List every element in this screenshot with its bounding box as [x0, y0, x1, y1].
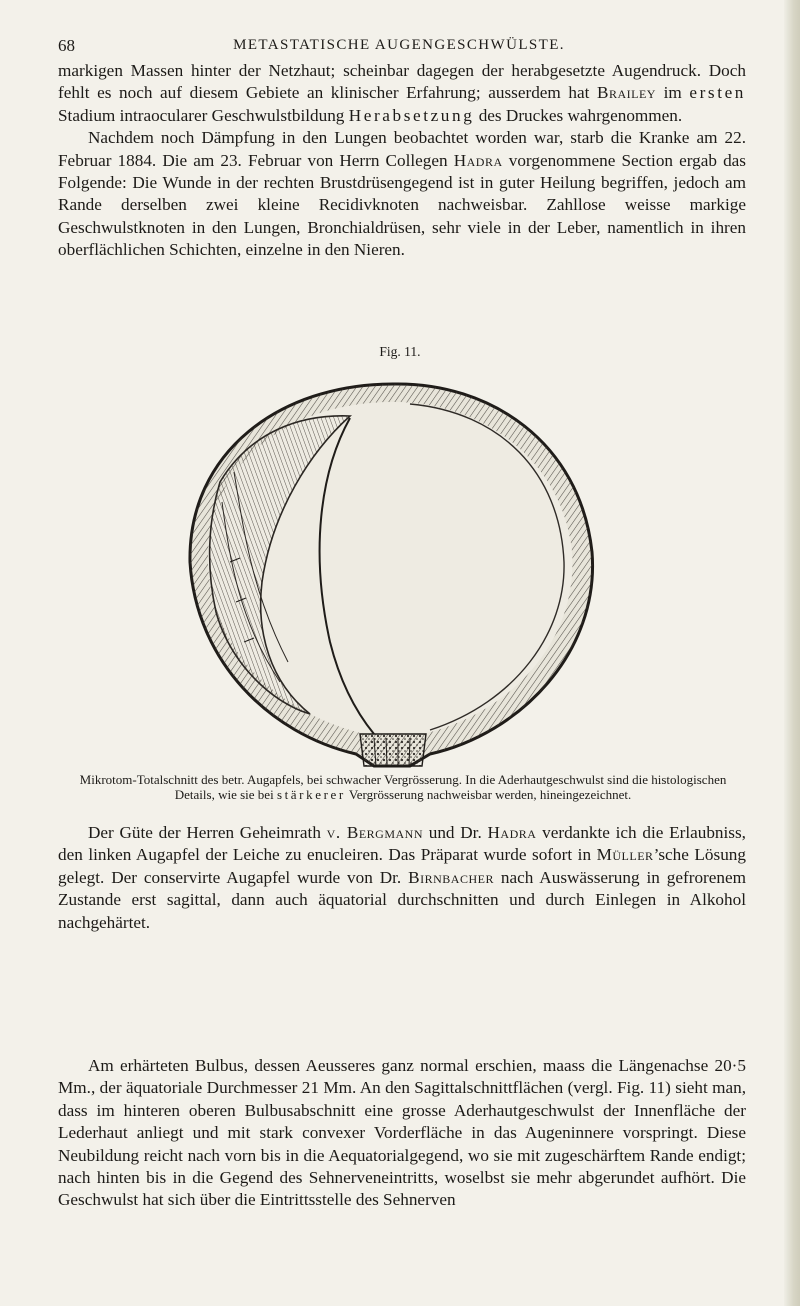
running-title: METASTATISCHE AUGENGESCHWÜLSTE. [233, 37, 565, 53]
caption-emphasis: stärkerer [276, 787, 346, 802]
eyeball-section-illustration [160, 362, 626, 772]
author-hadra-2: Hadra [487, 823, 537, 842]
page-header [58, 36, 740, 60]
figure-label: Fig. 11. [379, 344, 421, 359]
paragraph-1: markigen Massen hinter der Netzhaut; scheinbar dagegen der herabgesetzte Augendruck. Doch fehlt es noch auf diesem Gebiete an klinischer Erfahrung; ausserdem hat Brailey im ersten Stadium intraocularer Geschwulstbildung Herabsetzung des Druckes wahrgenommen. Nachdem noch Dämpfung in den Lungen beobachtet worden war, starb die Kranke am 22. Februar 1884. Die am 23. Februar von Herrn Collegen Hadra vorgenommene Section ergab das Folgende: Die Wunde in der rechten Brustdrüsengegend ist in guter Heilung begriffen, jedoch am Rande derselben zwei kleine Recidivknoten nachweisbar. Zahllose weisse markige Geschwulstknoten in den Lungen, Bronchialdrüsen, sehr viele in der Leber, namentlich in ihren oberflächlichen Schichten, einzelne in den Nieren. [58, 61, 746, 260]
paragraph-3: Am erhärteten Bulbus, dessen Aeusseres ganz normal erschien, maass die Längenachse 20·5 Mm., der äquatoriale Durchmesser 21 Mm. An den Sagittalschnittflächen (vergl. Fig. 11) sieht man, dass im hinteren oberen Bulbusabschnitt eine grosse Aderhautgeschwulst der Innenfläche der Lederhaut anliegt und mit stark convexer Vorderfläche in das Augeninnere vorspringt. Diese Neubildung reicht nach vorn bis in die Aequatorialgegend, wo sie mit zugeschärftem Rande endigt; nach hinten bis in die Gegend des Sehnerveneintritts, woselbst sie mehr abgerundet aufhört. Die Geschwulst hat sich über die Eintrittsstelle des Sehnerven [58, 1056, 746, 1210]
author-mueller: Müller [596, 845, 654, 865]
emphasis-herabsetzung: Herabsetzung [348, 105, 475, 125]
author-hadra: Hadra [453, 150, 503, 170]
author-brailey: Brailey [597, 83, 656, 103]
emphasis-ersten: ersten [689, 83, 746, 103]
figure-caption: Mikrotom-Totalschnitt des betr. Augapfels, bei schwacher Vergrösserung. In die Aderhautgeschwulst sind die histologischen Details, wie sie bei stärkerer Vergrösserung nachweisbar werden, hineingezeichnet. [79, 772, 727, 802]
page-number: 68 [58, 36, 75, 55]
page-edge [784, 0, 800, 1306]
author-birnbacher: Birnbacher [408, 867, 494, 887]
author-bergmann: v. Bergmann [326, 823, 423, 842]
paragraph-2: Der Güte der Herren Geheimrath v. Bergmann und Dr. Hadra verdankte ich die Erlaubniss, den linken Augapfel der Leiche zu enucleiren. Das Präparat wurde sofort in Müller’sche Lösung gelegt. Der conservirte Augapfel wurde von Dr. Birnbacher nach Auswässerung in gefrorenem Zustande erst sagittal, dann auch äquatorial durchschnitten und durch Einlegen in Alkohol nachgehärtet. [58, 823, 746, 932]
